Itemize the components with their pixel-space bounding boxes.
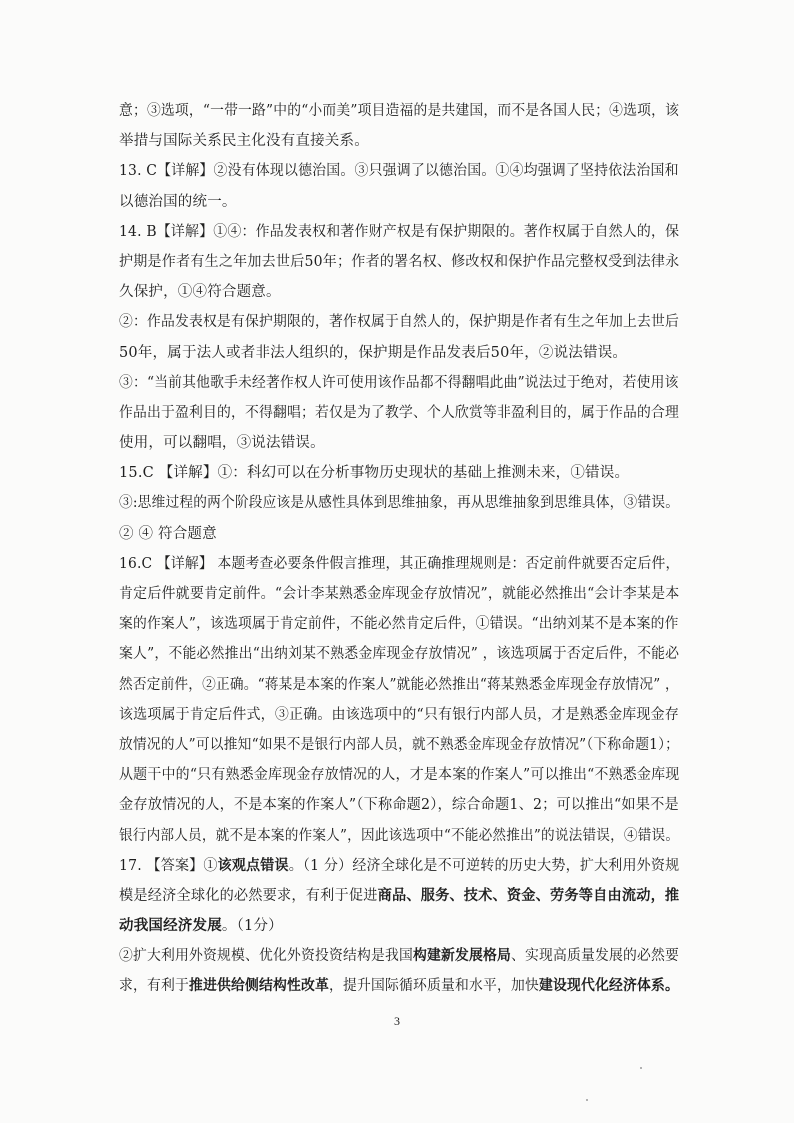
text-line: [119, 307, 679, 337]
text-line: [119, 911, 679, 941]
text-line: [119, 881, 679, 911]
text-line: [119, 458, 679, 488]
text-line: [119, 609, 679, 639]
text-line: [119, 730, 679, 760]
text-segment: ②扩大利用外资规模、优化外资投资结构是我国: [119, 948, 414, 965]
bold-text-segment: 建设现代化经济体系。: [539, 977, 679, 995]
text-segment: 然否定前件，②正确。“蒋某是本案的作案人”就能必然推出“蒋某熟悉金库现金存放情况” ，: [119, 676, 679, 693]
text-segment: 17. 【答案】①: [119, 857, 218, 874]
text-segment: ② ④ 符合题意: [119, 525, 217, 542]
text-segment: 银行内部人员，就不是本案的作案人”，因此该选项中“不能必然推出”的说法错误，④错误。: [119, 827, 679, 844]
text-line: [119, 156, 679, 186]
text-line: [119, 338, 679, 368]
page-number: 3: [394, 1014, 400, 1028]
text-segment: 该选项属于肯定后件式，③正确。由该选项中的“只有银行内部人员，才是熟悉金库现金存: [119, 706, 679, 723]
bold-text-segment: 商品、服务、技术、资金、劳务等自由流动，推: [377, 886, 679, 904]
text-segment: ③：“当前其他歌手未经著作权人许可使用该作品都不得翻唱此曲”说法过于绝对，若使用该: [119, 374, 679, 391]
text-line: [119, 247, 679, 277]
text-segment: 从题干中的“只有熟悉金库现金存放情况的人，才是本案的作案人”可以推出“不熟悉金库现: [119, 767, 679, 784]
text-line: [119, 96, 679, 126]
text-line: [119, 851, 679, 881]
text-segment: 、实现高质量发展的必然要: [511, 948, 679, 965]
text-segment: 15.C 【详解】①：科幻可以在分析事物历史现状的基础上推测未来，①错误。: [119, 465, 630, 482]
text-line: [119, 821, 679, 851]
bold-text-segment: 动我国经济发展: [119, 917, 222, 935]
text-segment: 以德治国的统一。: [119, 193, 237, 210]
text-line: [119, 488, 679, 518]
text-segment: 使用，可以翻唱，③说法错误。: [119, 435, 325, 452]
bold-text-segment: 该观点错误: [217, 856, 289, 874]
bold-text-segment: 构建新发展格局: [413, 947, 512, 965]
text-line: [119, 398, 679, 428]
text-segment: 护期是作者有生之年加去世后50年；作者的署名权、修改权和保护作品完整权受到法律永: [119, 253, 679, 270]
text-line: [119, 277, 679, 307]
bold-text-segment: 推进供给侧结构性改革: [189, 977, 329, 995]
text-segment: 16.C 【详解】 本题考查必要条件假言推理，其正确推理规则是：否定前件就要否定后件，: [119, 555, 679, 572]
text-line: [119, 670, 679, 700]
text-segment: 。（1分）: [221, 918, 283, 935]
text-segment: 13. C【详解】②没有体现以德治国。③只强调了以德治国。①④均强调了坚持依法治国和: [119, 163, 679, 180]
text-segment: 肯定后件就要肯定前件。“会计李某熟悉金库现金存放情况”，就能必然推出“会计李某是本: [119, 586, 679, 602]
text-segment: 。（1 分）经济全球化是不可逆转的历史大势，扩大利用外资规: [288, 857, 679, 874]
text-segment: 举措与国际关系民主化没有直接关系。: [119, 133, 369, 150]
text-line: [119, 971, 679, 1001]
text-line: [119, 639, 679, 669]
text-segment: ③:思维过程的两个阶段应该是从感性具体到思维抽象，再从思维抽象到思维具体，③错误。: [119, 495, 679, 512]
text-segment: 作品出于盈利目的，不得翻唱；若仅是为了教学、个人欣赏等非盈利目的，属于作品的合理: [119, 404, 679, 421]
text-segment: 久保护，①④符合题意。: [119, 284, 281, 301]
text-line: [119, 579, 679, 609]
scan-speck: [586, 1099, 588, 1101]
text-line: [119, 790, 679, 820]
text-line: [119, 368, 679, 398]
text-line: [119, 187, 679, 217]
scan-speck: [640, 1067, 642, 1069]
text-segment: 14. B【详解】①④：作品发表权和著作财产权是有保护期限的。著作权属于自然人的，保: [119, 223, 679, 240]
text-line: [119, 126, 679, 156]
text-line: [119, 700, 679, 730]
text-line: [119, 760, 679, 790]
text-segment: ，提升国际循环质量和水平，加快: [329, 978, 539, 995]
text-line: [119, 217, 679, 247]
text-segment: 金存放情况的人，不是本案的作案人”（下称命题2），综合命题1、2；可以推出“如果不是: [119, 797, 679, 814]
text-segment: 放情况的人”可以推知“如果不是银行内部人员，就不熟悉金库现金存放情况”（下称命题1）；: [119, 736, 679, 753]
text-segment: 案人”，不能必然推出“出纳刘某不熟悉金库现金存放情况” ，该选项属于否定后件，不能必: [119, 646, 679, 663]
text-line: [119, 549, 679, 579]
text-segment: 案的作案人”，该选项属于肯定前件，不能必然肯定后件，①错误。“出纳刘某不是本案的作: [119, 616, 679, 633]
text-segment: ②：作品发表权是有保护期限的，著作权属于自然人的，保护期是作者有生之年加上去世后: [119, 314, 679, 331]
answer-text-block: [119, 96, 679, 1002]
text-segment: 意；③选项，“一带一路”中的“小而美”项目造福的是共建国，而不是各国人民；④选项，该: [119, 103, 679, 119]
text-segment: 50年，属于法人或者非法人组织的，保护期是作品发表后50年，②说法错误。: [119, 344, 628, 361]
text-segment: 求，有利于: [119, 978, 189, 995]
text-line: [119, 941, 679, 971]
text-line: [119, 428, 679, 458]
text-line: [119, 519, 679, 549]
text-segment: 模是经济全球化的必然要求，有利于促进: [119, 887, 378, 904]
